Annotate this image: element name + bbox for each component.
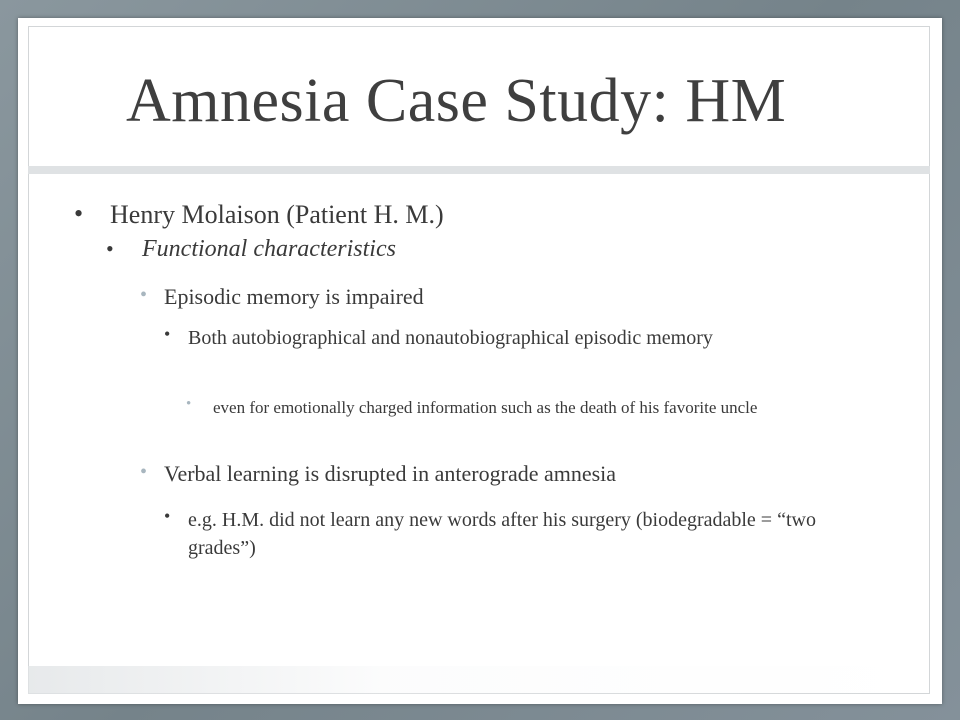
bullet-marker: • xyxy=(106,236,114,261)
bullet-level5-emotional: even for emotionally charged information such as the death of his favorite uncle xyxy=(213,398,758,417)
bullet-marker: • xyxy=(140,461,148,483)
bullet-marker: • xyxy=(140,284,148,306)
bullet-level3-verbal: Verbal learning is disrupted in anterograde amnesia xyxy=(164,461,617,486)
slide-title: Amnesia Case Study: HM xyxy=(126,67,787,135)
bullet-level1-henry: Henry Molaison (Patient H. M.) xyxy=(110,200,444,229)
bullet-marker: • xyxy=(74,199,84,228)
bullet-marker: • xyxy=(164,506,171,526)
slide-footer-bar xyxy=(28,666,930,694)
bullet-level4-autobiographical: Both autobiographical and nonautobiographical episodic memory xyxy=(188,327,713,349)
bullet-marker: • xyxy=(186,396,192,412)
bullet-level3-episodic: Episodic memory is impaired xyxy=(164,284,424,309)
bullet-level4-example: e.g. H.M. did not learn any new words after his surgery (biodegradable = “two grades”) xyxy=(188,509,816,559)
bullet-marker: • xyxy=(164,324,171,344)
slide-content xyxy=(18,18,942,704)
bullet-level2-functional: Functional characteristics xyxy=(142,236,396,262)
slide xyxy=(18,18,942,704)
